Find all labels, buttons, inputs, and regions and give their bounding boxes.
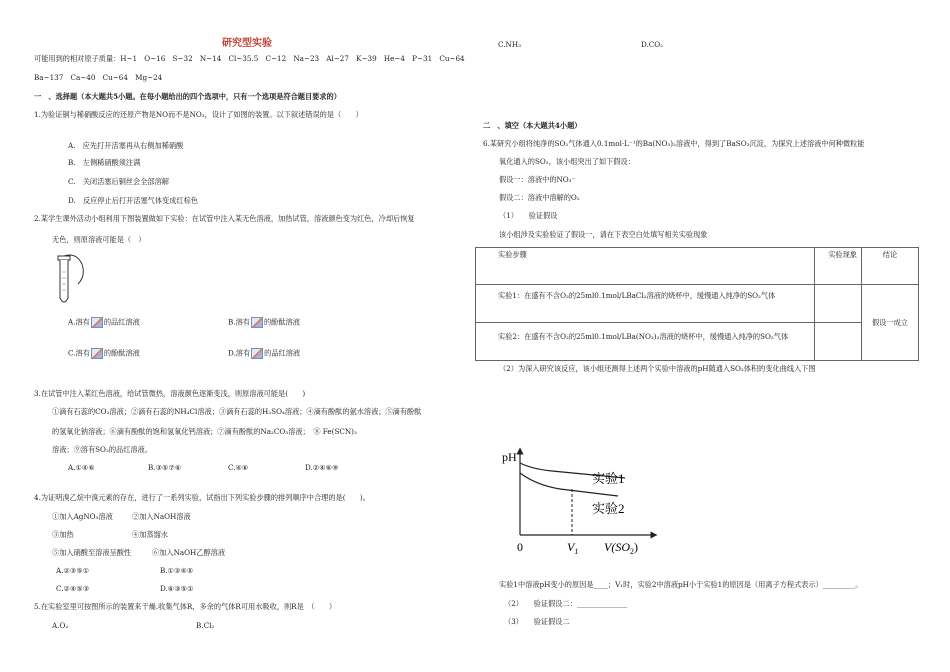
q6-hypothesis-1: 假设一：溶液中的NO₃⁻ (499, 175, 576, 184)
formula-image-icon (91, 317, 103, 328)
q5-option-b: B.Cl₂ (196, 621, 215, 630)
q1-option-c: C. 关闭活塞后铜丝会全部溶解 (68, 177, 169, 186)
q6-hypothesis-2: 假设二：溶液中溶解的O₂ (499, 193, 580, 202)
q1-option-d: D. 反应停止后打开活塞气体变成红棕色 (68, 196, 198, 205)
v1-label: $V_1$ (567, 540, 579, 556)
q3-line3: 溶液；⑨溶有SO₂的品红溶液。 (52, 445, 152, 454)
section2-heading: 二 、填空（本大题共4小题） (483, 121, 582, 130)
q3-stem: 3.在试管中注入某红色溶液，给试管微热，溶液颜色逐渐变浅，则原溶液可能是( ) (34, 389, 306, 398)
experiment-table (475, 247, 919, 361)
table-header-steps: 实验步骤 (476, 248, 815, 285)
formula-image-icon (251, 348, 263, 359)
origin-label: 0 (517, 540, 523, 554)
q3-option-c: C.④⑥ (228, 463, 249, 472)
table-row-exp2: 实验2：在盛有不含O₂的25ml0.1mol/LBa(NO₃)₂溶液的烧杯中，缓慢通入纯净的SO₂气体 (476, 322, 815, 360)
q5-option-a: A.O₂ (52, 621, 69, 630)
q4-stem: 4.为证明溴乙烷中溴元素的存在，进行了一系列实验，试指出下列实验步骤的排列顺序中合理的是( )。 (34, 493, 370, 502)
ph-curve-graph (500, 445, 660, 560)
formula-image-icon (251, 317, 263, 328)
formula-image-icon (91, 348, 103, 359)
q4-option-a: A.②③⑤① (56, 566, 90, 575)
q2-option-c: C.溶有 的酚酞溶液 (68, 348, 140, 358)
q4-option-d: D.⑥③⑤① (160, 584, 194, 593)
q6-stem: 6.某研究小组将纯净的SO₂气体通入0.1mol·L⁻¹的Ba(NO₃)₂溶液中，得到了BaSO₃沉淀，为探究上述溶液中何种微粒能 (483, 139, 865, 148)
q4-step-5: ⑤加入硝酸至溶液呈酸性 (52, 548, 132, 557)
q3-line1: ①滴有石蕊的CO₂溶液；②滴有石蕊的NH₄Cl溶液；③滴有石蕊的H₂SO₄溶液；④滴有酚酞的氨水溶液；⑤滴有酚酞 (52, 407, 422, 416)
q4-step-1: ①加入AgNO₃溶液 (52, 512, 113, 521)
table-cell-phenomenon-1[interactable] (815, 285, 862, 322)
q1-option-b: B. 左侧稀硝酸须注满 (68, 158, 141, 167)
q6-part2: （2）为深入研究该反应，该小组还测得上述两个实验中溶液的pH随通入SO₂体积的变化曲线入下图 (499, 364, 816, 373)
q4-option-c: C.②④⑤③ (56, 584, 90, 593)
q4-step-3: ③加热 (52, 530, 74, 539)
q6-part2b: （2） 验证假设二：______________ (504, 599, 628, 608)
y-axis-label: pH (502, 450, 517, 464)
q3-option-b: B.③⑤⑦⑥ (148, 463, 182, 472)
q2-stem: 2.某学生课外活动小组利用下图装置做如下实验：在试管中注入某无色溶液，加热试管，溶液颜色变为红色，冷却后恢复 (34, 214, 415, 223)
q3-option-a: A.①④⑥ (68, 463, 95, 472)
q2-option-a: A.溶有 的品红溶液 (68, 317, 140, 327)
q2-option-d: D.溶有 的品红溶液 (228, 348, 301, 358)
atomic-masses-line1: 可能用到的相对原子质量：H~1 O~16 S~32 N~14 Cl~35.5 C~12 Na~23 Al~27 K~39 He~4 P~31 Cu~64 (34, 54, 465, 63)
atomic-masses-line2: Ba~137 Ca~40 Cu~64 Mg~24 (34, 73, 163, 82)
q4-step-2: ②加入NaOH溶液 (132, 512, 191, 521)
q1-stem: 1.为验证铜与稀硝酸反应的还原产物是NO而不是NO₂，设计了如图的装置。以下叙述错误的是（ ） (34, 110, 363, 119)
table-header-conclusion: 结论 (862, 248, 919, 285)
page-title: 研究型实验 (222, 38, 272, 49)
q6-stem-cont: 氧化通入的SO₂，该小组突出了如下假设： (499, 157, 635, 166)
q5-stem: 5.在实验室里可按图所示的装置来干燥.收集气体R，多余的气体R可用水吸收，则R是 （ ） (34, 602, 337, 611)
q1-option-a: A. 应先打开活塞再从右侧加稀硝酸 (68, 141, 184, 150)
q6-part1: （1） 验证假设 (499, 211, 558, 220)
section1-heading: 一 、选择题（本大题共5小题。在每小题给出的四个选项中，只有一个选项是符合题目要求的） (34, 92, 341, 101)
table-header-phenomenon: 实验现象 (815, 248, 862, 285)
q5-option-c: C.NH₃ (498, 40, 521, 49)
q6-part1-desc: 该小组涉及实验验证了假设一，请在下表空白处填写相关实验现象 (499, 230, 708, 239)
q2-stem-cont: 无色，则原溶液可能是（ ） (52, 235, 146, 244)
table-cell-phenomenon-2[interactable] (815, 322, 862, 360)
q3-line2: 的氢氧化钠溶液；⑥滴有酚酞的饱和氢氧化钙溶液；⑦滴有酚酞的Na₂CO₃溶液； ⑧ Fe(SCN)₃ (52, 427, 357, 436)
q3-option-d: D.②④⑥⑨ (305, 463, 339, 472)
table-cell-conclusion: 假设一成立 (862, 285, 919, 361)
q4-step-4: ④加蒸馏水 (132, 530, 168, 539)
q4-step-6: ⑥加入NaOH乙醇溶液 (152, 548, 226, 557)
x-axis-label: $V(SO_2)$ (604, 540, 638, 556)
curve-label-2: 实验2 (592, 501, 625, 516)
test-tube-figure (52, 254, 94, 312)
q2-option-b: B.溶有 的酚酞溶液 (228, 317, 300, 327)
q6-answer-line: 实验1中溶液pH变小的原因是____；V₁时，实验2中溶液pH小于实验1的原因是（用离子方程式表示）_________。 (499, 580, 863, 589)
q4-option-b: B.①③④⑤ (160, 566, 194, 575)
q6-part3: （3） 验证假设二 (504, 617, 570, 626)
curve-label-1: 实验1 (592, 471, 625, 486)
q5-option-d: D.CO₂ (641, 40, 664, 49)
table-row-exp1: 实验1：在盛有不含O₂的25ml0.1mol/LBaCl₂溶液的烧杯中，缓慢通入纯净的SO₂气体 (476, 285, 815, 322)
